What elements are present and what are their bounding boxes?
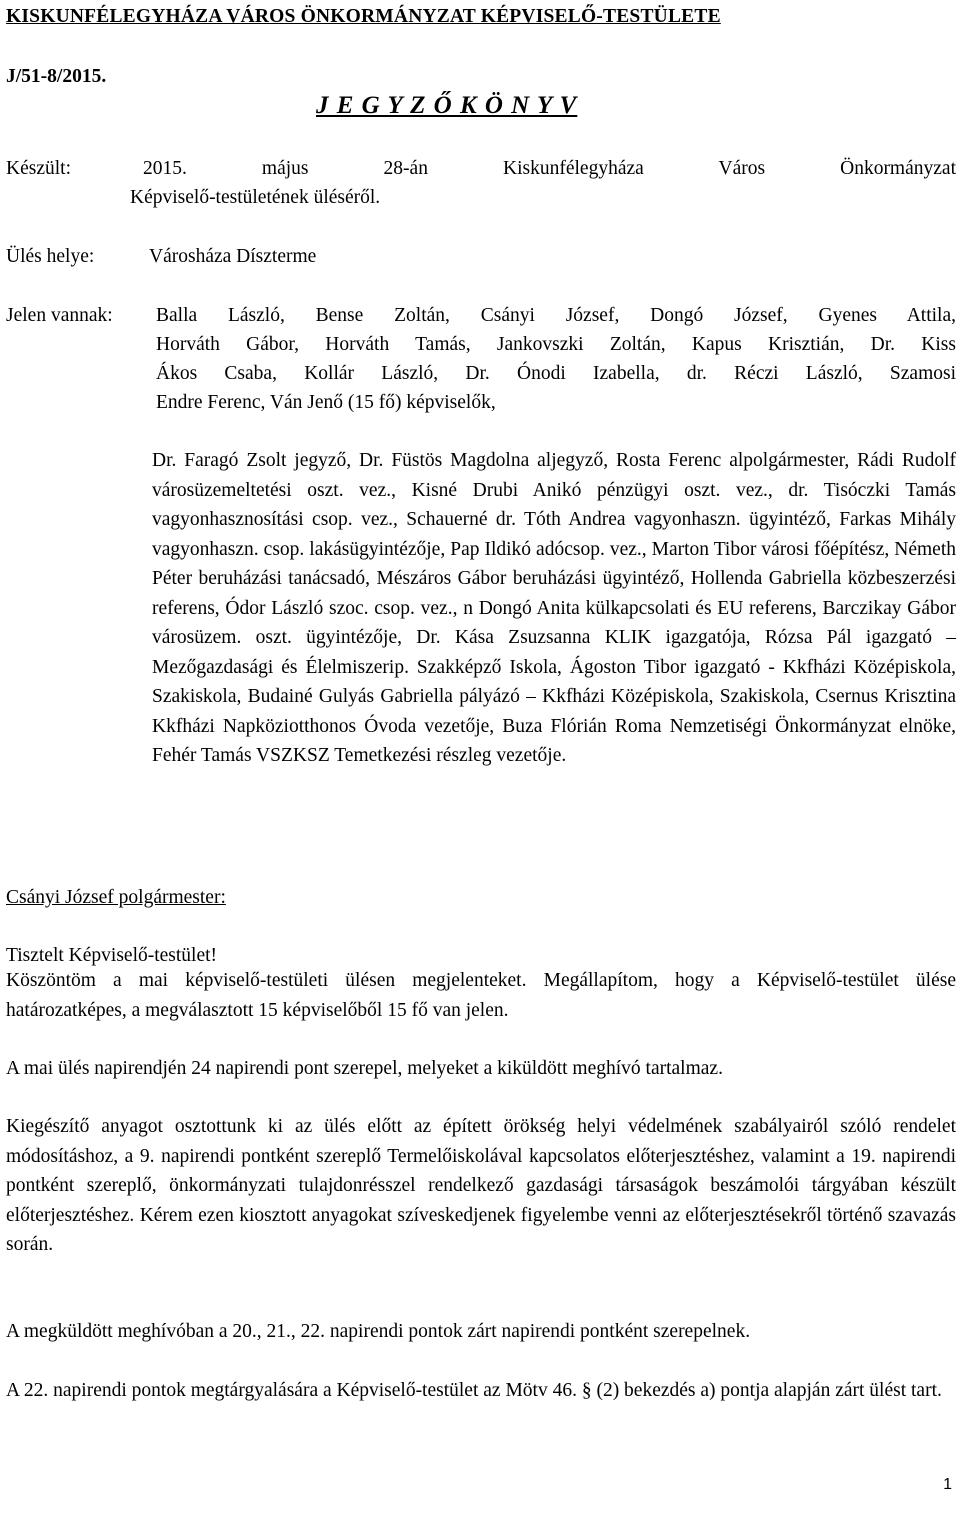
page-number: 1 <box>943 1475 952 1493</box>
document-number: J/51-8/2015. <box>6 66 107 87</box>
paragraph-2: A mai ülés napirendjén 24 napirendi pont szerepel, melyeket a kiküldött meghívó tartalmaz. <box>6 1058 723 1079</box>
present-members-line-2: Horváth Gábor, Horváth Tamás, Jankovszki Zoltán, Kapus Krisztián, Dr. Kiss <box>156 334 956 355</box>
document-title: J E G Y Z Ő K Ö N Y V <box>316 92 578 119</box>
paragraph-4-text: A megküldött meghívóban a 20., 21., 22. napirendi pontok zárt napirendi pontként szerepelnek. <box>6 1321 751 1342</box>
present-label: Jelen vannak: <box>6 305 113 326</box>
place-value: Városháza Díszterme <box>149 246 317 267</box>
place-label: Ülés helye: <box>6 246 95 267</box>
present-members-line-1: Balla László, Bense Zoltán, Csányi József, Dongó József, Gyenes Attila, <box>156 305 956 326</box>
present-others <box>152 446 956 771</box>
present-members-line-3: Ákos Csaba, Kollár László, Dr. Ónodi Izabella, dr. Réczi László, Szamosi <box>156 363 956 384</box>
paragraph-3-text: Kiegészítő anyagot osztottunk ki az ülés előtt az épített örökség helyi védelmének szabályairól szóló rendelet módosításhoz, a 9. napirendi pontként szereplő Termelőiskolával kapcsolatos előterjesztéshez, valamint a 19. napirendi pontként szereplő, önkormányzati tulajdonrésszel rendelkező gazdasági társaságok beszámolói tárgyában készült előterjesztéshez. Kérem ezen kiosztott anyagokat szíveskedjenek figyelembe venni az előterjesztésekről történő szavazás során. <box>6 1116 956 1255</box>
organization-heading: KISKUNFÉLEGYHÁZA VÁROS ÖNKORMÁNYZAT KÉPVISELŐ-TESTÜLETE <box>6 6 721 27</box>
made-label: Készült: <box>6 158 71 179</box>
paragraph-5 <box>6 1376 956 1406</box>
paragraph-1 <box>6 966 956 1025</box>
made-line-2: Képviselő-testületének üléséről. <box>130 187 381 208</box>
present-others-text: Dr. Faragó Zsolt jegyző, Dr. Füstös Magdolna aljegyző, Rosta Ferenc alpolgármester, Rádi Rudolf városüzemeltetési oszt. vez., Kisné Drubi Anikó pénzügyi oszt. vez., dr. Tisóczki Tamás vagyonhasznosítási csop. vez., Schauerné dr. Tóth Andrea vagyonhaszn. ügyintéző, Farkas Mihály vagyonhaszn. csop. lakásügyintézője, Pap Ildikó adócsop. vez., Marton Tibor városi főépítész, Németh Péter beruházási tanácsadó, Mészáros Gábor beruházási ügyintéző, Hollenda Gabriella közbeszerzési referens, Ódor László szoc. csop. vez., n Dongó Anita külkapcsolati és EU referens, Barczikay Gábor városüzem. oszt. ügyintézője, Dr. Kása Zsuzsanna KLIK igazgatója, Rózsa Pál igazgató – Mezőgazdasági és Élelmiszerip. Szakképző Iskola, Ágoston Tibor igazgató - Kkfházi Középiskola, Szakiskola, Budainé Gulyás Gabriella pályázó – Kkfházi Középiskola, Szakiskola, Csernus Krisztina Kkfházi Napköziotthonos Óvoda vezetője, Buza Flórián Roma Nemzetiségi Önkormányzat elnöke, Fehér Tamás VSZKSZ Temetkezési részleg vezetője. <box>152 450 956 766</box>
present-members-line-4: Endre Ferenc, Ván Jenő (15 fő) képviselők, <box>156 392 496 413</box>
speaker-label: Csányi József polgármester: <box>6 887 226 908</box>
paragraph-4 <box>6 1317 956 1347</box>
paragraph-3 <box>6 1112 956 1260</box>
made-line-1: 2015. május 28-án Kiskunfélegyháza Város Önkormányzat <box>143 158 956 179</box>
paragraph-1-text: Köszöntöm a mai képviselő-testületi ülésen megjelenteket. Megállapítom, hogy a Képviselő-testület ülése határozatképes, a megválasztott 15 képviselőből 15 fő van jelen. <box>6 970 956 1021</box>
paragraph-5-text: A 22. napirendi pontok megtárgyalására a Képviselő-testület az Mötv 46. § (2) bekezdés a) pontja alapján zárt ülést tart. <box>6 1380 942 1401</box>
greeting: Tisztelt Képviselő-testület! <box>6 945 218 966</box>
